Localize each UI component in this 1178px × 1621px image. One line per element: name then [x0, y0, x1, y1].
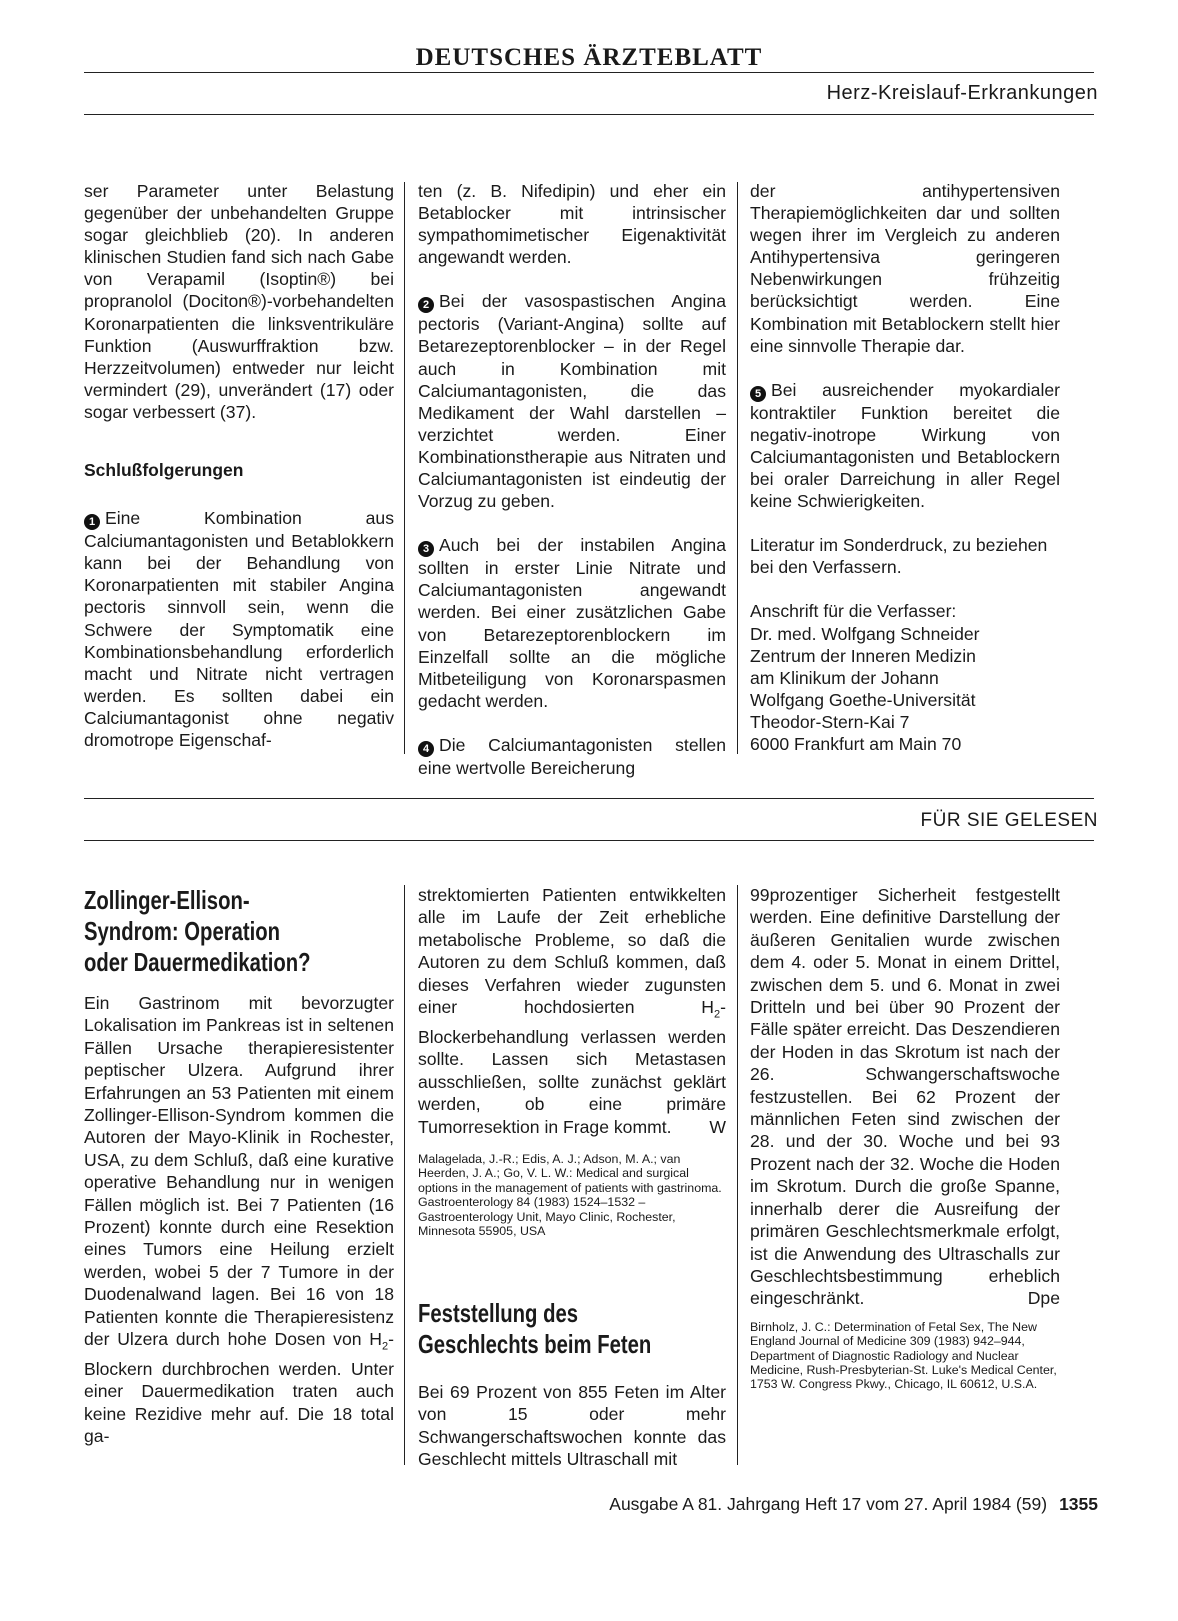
- article1-column-2: [418, 180, 726, 779]
- edition-info: Ausgabe A 81. Jahrgang Heft 17 vom 27. April 1984 (59): [609, 1494, 1048, 1514]
- column-divider: [737, 182, 738, 754]
- address-line: Zentrum der Inneren Medizin: [750, 645, 976, 666]
- subscript: 2: [714, 1008, 721, 1021]
- zes-column-1: [84, 992, 394, 1448]
- zes-text-2: [418, 884, 726, 1138]
- page-footer: [609, 1494, 1098, 1515]
- fetal-reference-text: Birnholz, J. C.: Determination of Fetal Sex, The New England Journal of Medicine 309 (1983) 942–944, Department of Diagnostic Radiology and Nuclear Medicine, Rush-Presbyterian-St. Luke's Medical Center, 1753 W. Congress Pkwy., Chicago, IL 60612, U.S.A.: [750, 1319, 1057, 1392]
- article1-col3-intro: der antihypertensiven Therapiemöglichkeiten dar und sollten wegen ihrer im Vergleich zu anderen Antihypertensiva geringeren Nebenwirkungen frühzeitig berücksichtigt werden. Eine Kombination mit Betablockern stellt hier eine sinnvolle Therapie dar.: [750, 181, 1060, 356]
- masthead: DEUTSCHES ÄRZTEBLATT: [415, 44, 763, 71]
- number-1-icon: 1: [84, 514, 100, 530]
- address-line: Theodor-Stern-Kai 7: [750, 711, 910, 732]
- number-4-icon: 4: [418, 741, 434, 757]
- conclusion-point-5: [750, 379, 1060, 512]
- headline-line: oder Dauermedikation?: [84, 947, 311, 977]
- page-number: 1355: [1059, 1494, 1098, 1514]
- headline-fetal-sex: [418, 1298, 675, 1360]
- section-rubric: Herz-Kreislauf-Erkrankungen: [826, 82, 1098, 104]
- article1-column-3: [750, 180, 1060, 755]
- fetal-text-2: Bei 69 Prozent von 855 Feten im Alter von 15 oder mehr Schwangerschaftswochen konnte das Geschlecht mittels Ultraschall mit: [418, 1382, 726, 1470]
- conclusion-point-2-text: Bei der vasospastischen Angina pectoris (Variant-Angina) sollte auf Betarezeptorenblocker – in der Regel auch in Kombination mit Calciumantagonisten, die das Medikament der Wahl darstellen – verzichtet werden. Einer Kombinationstherapie aus Nitraten und Calciumantagonisten ist eindeutig der Vorzug zu geben.: [418, 291, 726, 512]
- subscript: 2: [382, 1340, 389, 1353]
- article1-col1-intro: ser Parameter unter Belastung gegenüber der unbehandelten Gruppe sogar gleichblieb (20). In anderen klinischen Studien fand sich nach Gabe von Verapamil (Isoptin®) bei propranolol (Dociton®)-vorbehandelten Koronarpatienten die linksventrikuläre Funktion (Auswurffraktion bzw. Herzzeitvolumen) entweder nur leicht vermindert (29), unverändert (17) oder sogar verbessert (37).: [84, 181, 394, 422]
- address-line: 6000 Frankfurt am Main 70: [750, 733, 962, 754]
- fuer-sie-gelesen-rubric: FÜR SIE GELESEN: [920, 810, 1098, 831]
- fetal-text-3: [750, 884, 1060, 1310]
- column-divider: [404, 182, 405, 754]
- conclusion-point-5-text: Bei ausreichender myokardialer kontraktiler Funktion bereitet die negativ-inotrope Wirkung von Calciumantagonisten und Betablockern bei oraler Darreichung in aller Regel keine Schwierigkeiten.: [750, 379, 1060, 512]
- conclusion-point-3: [418, 534, 726, 712]
- headline-line: Zollinger-Ellison-: [84, 885, 250, 915]
- article1-column-1: [84, 180, 394, 751]
- headline-line: Feststellung des: [418, 1298, 579, 1328]
- address-line: Dr. med. Wolfgang Schneider: [750, 623, 980, 644]
- zes-text-1a: Ein Gastrinom mit bevorzugter Lokalisation im Pankreas ist in seltenen Fällen Ursache therapieresistenter peptischer Ulzera. Aufgrund ihrer Erfahrungen an 53 Patienten mit einem Zollinger-Ellison-Syndrom kommen die Autoren der Mayo-Klinik in Rochester, USA, zu dem Schluß, daß eine kurative operative Behandlung nur in wenigen Fällen möglich ist. Bei 7 Patienten (16 Prozent) konnte durch eine Resektion eines Tumors eine Heilung erzielt werden, wobei 5 der 7 Tumore in der Duodenalwand lagen. Bei 16 von 18 Patienten konnte die Therapieresistenz der Ulzera durch hohe Dosen von H: [84, 993, 394, 1350]
- rubric-rule: [84, 114, 1094, 115]
- fetal-reference: [750, 1320, 1060, 1392]
- zes-text-1b: -Blockern durchbrochen werden. Unter einer Dauermedikation traten auch keine Rezidive mehr auf. Die 18 total ga-: [84, 1329, 394, 1447]
- address-line: am Klinikum der Johann: [750, 667, 939, 688]
- fetal-text-3-body: 99prozentiger Sicherheit festgestellt werden. Eine definitive Darstellung der äußeren Genitalien wurde zwischen dem 4. oder 5. Monat in einem Drittel, zwischen dem 5. und 6. Monat in zwei Dritteln und bei über 90 Prozent der Fälle später erreicht. Das Deszendieren der Hoden in das Skrotum ist nach der 26. Schwangerschaftswoche festzustellen. Bei 62 Prozent der männlichen Feten sind zwischen der 28. und der 30. Woche und bei 93 Prozent nach der 32. Woche die Hoden im Skrotum. Durch die große Spanne, innerhalb derer die Ausreifung der primären Geschlechtsmerkmale erfolgt, ist die Anwendung des Ultraschalls zur Geschlechtsbestimmung erheblich eingeschränkt.: [750, 885, 1060, 1309]
- literature-note: Literatur im Sonderdruck, zu beziehen bei den Verfassern.: [750, 535, 1048, 578]
- section-rule: [84, 798, 1094, 799]
- conclusion-point-1-text: Eine Kombination aus Calciumantagonisten und Betablokkern kann bei der Behandlung von Koronarpatienten mit stabiler Angina pectoris sinnvoll sein, wenn die Schwere der Symptomatik eine Kombinationsbehandlung erforderlich macht und Nitrate nicht vertragen werden. Es sollten dabei ein Calciumantagonist ohne negativ dromotrope Eigenschaf-: [84, 508, 394, 750]
- zes-reference: [418, 1152, 726, 1238]
- number-2-icon: 2: [418, 297, 434, 313]
- conclusion-point-4: [418, 734, 726, 779]
- address-line: Anschrift für die Verfasser:: [750, 601, 957, 622]
- column-divider: [404, 885, 405, 1465]
- number-5-icon: 5: [750, 386, 766, 402]
- article1-col2-intro: ten (z. B. Nifedipin) und eher ein Betablocker mit intrinsischer sympathomimetischer Eigenaktivität angewandt werden.: [418, 181, 726, 268]
- conclusion-point-1: [84, 507, 394, 751]
- address-line: Wolfgang Goethe-Universität: [750, 689, 976, 710]
- conclusion-point-4-text: Die Calciumantagonisten stellen eine wertvolle Bereicherung: [418, 734, 726, 778]
- fetal-author-sign: Dpe: [1027, 1288, 1060, 1309]
- conclusion-point-2: [418, 290, 726, 512]
- zes-author-sign: W: [709, 1116, 726, 1137]
- zes-reference-text: Malagelada, J.-R.; Edis, A. J.; Adson, M. A.; van Heerden, J. A.; Go, V. L. W.: Medical and surgical options in the management of patients with gastrinoma. Gastroenterology 84 (1983) 1524–1532 – Gastroenterology Unit, Mayo Clinic, Rochester, Minnesota 55905, USA: [418, 1151, 722, 1239]
- headline-line: Geschlechts beim Feten: [418, 1329, 652, 1359]
- zes-text-1: [84, 992, 394, 1448]
- masthead-rule: [84, 72, 1094, 73]
- headline-zollinger-ellison: [84, 885, 341, 978]
- column-divider: [737, 885, 738, 1465]
- zes-text-2a: strektomierten Patienten entwikkelten alle im Laufe der Zeit erhebliche metabolische Probleme, so daß die Autoren zu dem Schluß kommen, daß dieses Verfahren wieder zugunsten einer hochdosierten H: [418, 885, 726, 1018]
- headline-line: Syndrom: Operation: [84, 916, 281, 946]
- number-3-icon: 3: [418, 541, 434, 557]
- author-address: [750, 600, 1060, 755]
- fetal-column-2: [418, 1381, 726, 1471]
- section-rule: [84, 840, 1094, 841]
- zes-column-2: [418, 884, 726, 1238]
- conclusions-subhead: Schlußfolgerungen: [84, 460, 244, 481]
- fetal-column-3: [750, 884, 1060, 1392]
- zes-text-2b: -Blockerbehandlung verlassen werden sollte. Lassen sich Metastasen ausschließen, sollte zunächst geklärt werden, ob eine primäre Tumorresektion in Frage kommt.: [418, 997, 726, 1137]
- conclusion-point-3-text: Auch bei der instabilen Angina sollten in erster Linie Nitrate und Calciumantagonisten angewandt werden. Bei einer zusätzlichen Gabe von Betarezeptorenblockern im Einzelfall sollte an die mögliche Mitbeteiligung von Koronarspasmen gedacht werden.: [418, 535, 726, 711]
